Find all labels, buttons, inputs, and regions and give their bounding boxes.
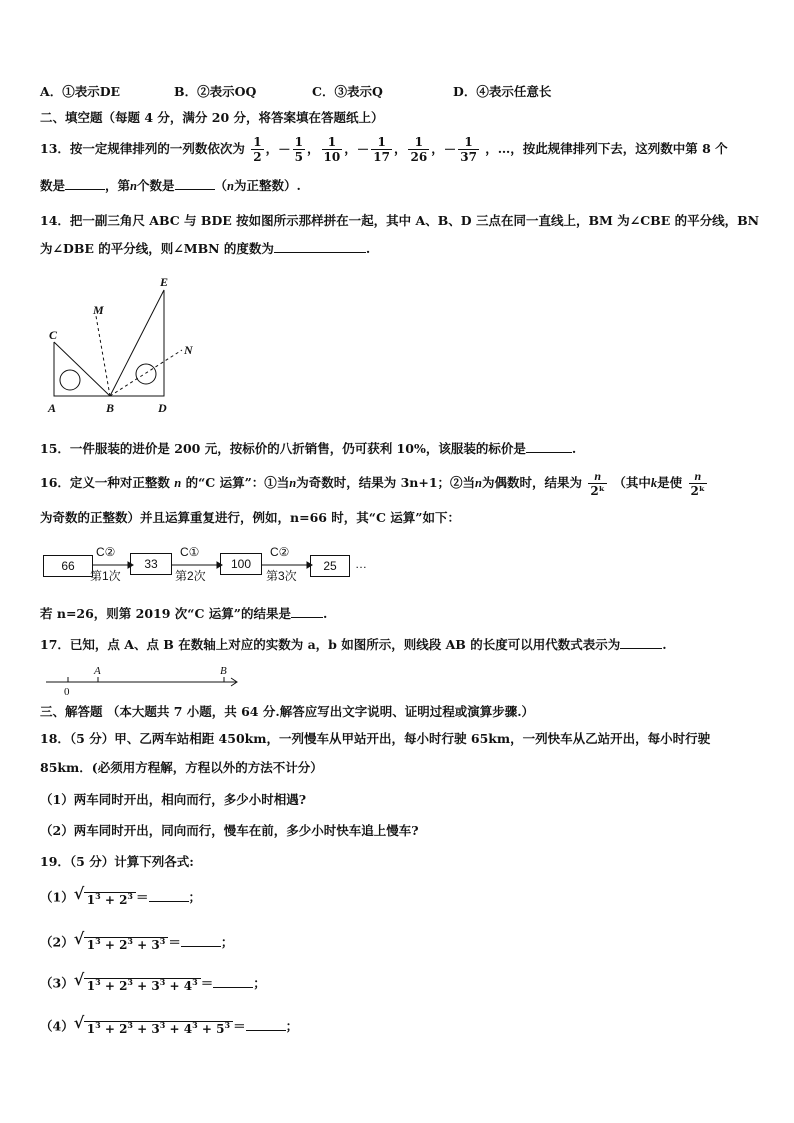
option-c: C．③表示Q [312,84,383,99]
fraction-sign: － [356,141,370,157]
sequence-fraction: $\frac{1}{10}$ [323,135,341,164]
answer-blank[interactable] [175,177,215,190]
q15-line: 15．一件服装的进价是 200 元，按标价的八折销售，仍可获利 10%，该服装的标价是 . [40,441,577,456]
option-a: A．①表示DE [40,84,121,99]
sequence-fraction: $\frac{1}{17}$ [373,135,390,164]
flow-box: 25 [310,555,350,577]
option-row [40,84,552,100]
q16-line1: 16．定义一种对正整数 n 的“C 运算”：①当n为奇数时，结果为 3n+1；②当n为偶数时，结果为 $\frac{n}{\text{2ᵏ}}$ （其中k是使 $\frac{n}{\text{2ᵏ}}$ [40,469,706,498]
q18-line1: 18．（5 分）甲、乙两车站相距 450km，一列慢车从甲站开出，每小时行驶 65km，一列快车从乙站开出，每小时行驶 [40,731,711,746]
flow-op: C② [270,545,290,559]
label-d: D [158,401,167,415]
answer-blank[interactable] [274,240,366,253]
q19-item: （4） √ $1^3 + 2^3 + 3^3 + 4^3 + 5^3$ ＝ ； [40,1013,298,1041]
q13-sequence: $\frac{1}{2}$ ，－ $\frac{1}{5}$ ， $\frac{1}{10}$ ，－ $\frac{1}{17}$ ， $\frac{1}{26}$ ，－ $\frac{1}{37}$ [249,141,481,156]
triangle-bde [110,290,164,396]
q17-line: 17．已知，点 A、点 B 在数轴上对应的实数为 a，b 如图所示，则线段 AB 的长度可以用代数式表示为 . [40,637,667,652]
q18-line2: 85km．(必须用方程解，方程以外的方法不计分） [40,760,323,775]
q16-line2: 为奇数的正整数）并且运算重复进行，例如，n=66 时，其“C 运算”如下： [40,510,460,525]
flow-box: 66 [43,555,93,577]
answer-blank[interactable] [246,1018,286,1031]
flow-step: 第3次 [266,569,297,583]
number-axis [40,660,250,698]
square-root: √ $1^3 + 2^3 + 3^3 + 4^3 + 5^3$ [74,1013,233,1041]
q19-item: （1） √ $1^3 + 2^3$ ＝ ； [40,884,201,912]
label-e: E [160,275,169,289]
flow-op: C① [180,545,200,559]
flow-ellipsis: … [355,557,367,571]
answer-blank[interactable] [149,889,189,902]
q19-title: 19．（5 分）计算下列各式: [40,854,194,869]
q14-line1: 14．把一副三角尺 ABC 与 BDE 按如图所示那样拼在一起，其中 A、B、D 三点在同一直线上，BM 为∠CBE 的平分线，BN [40,213,760,228]
section-2-heading: 二、填空题（每题 4 分，满分 20 分，将答案填在答题纸上） [40,110,384,125]
label-b: B [106,401,115,415]
sequence-fraction: $\frac{1}{37}$ [460,135,477,164]
answer-blank[interactable] [620,636,662,649]
q19-item: （3） √ $1^3 + 2^3 + 3^3 + 4^3$ ＝ ； [40,970,266,998]
sequence-fraction: $\frac{1}{26}$ [410,135,428,164]
sequence-fraction: $\frac{1}{2}$ [253,135,262,164]
answer-blank[interactable] [526,440,572,453]
flow-step: 第1次 [90,569,121,583]
q16-fraction: $\frac{n}{\text{2ᵏ}}$ [690,469,706,498]
q13-line1: 13．按一定规律排列的一列数依次为 $\frac{1}{2}$ ，－ $\frac{1}{5}$ ， $\frac{1}{10}$ ，－ $\frac{1}{17}$ ， $\frac{1}{26}$ ，－ $\frac{1}{37}$ ，…，按此规律排列下去，这列数中第 8 个 [40,132,728,167]
option-b: B．②表示OQ [174,84,257,99]
q14-triangle-figure [40,272,200,420]
label-a: A [48,401,57,415]
answer-blank[interactable] [181,934,221,947]
fraction-sign: － [278,141,291,157]
section-3-heading: 三、解答题 （本大题共 7 小题，共 64 分.解答应写出文字说明、证明过程或演算步骤.） [40,704,535,719]
option-d: D．④表示任意长 [453,84,552,99]
answer-blank[interactable] [213,975,253,988]
square-root: √ $1^3 + 2^3 + 3^3$ [74,929,169,957]
flow-box: 33 [130,553,172,575]
flow-op: C② [96,545,116,559]
ray-bn [110,350,182,396]
q16-fraction: $\frac{n}{\text{2ᵏ}}$ [590,469,605,498]
q18-part1: （1）两车同时开出，相向而行，多少小时相遇? [40,792,307,807]
q14-line2: 为∠DBE 的平分线，则∠MBN 的度数为 . [40,241,371,256]
q19-item: （2） √ $1^3 + 2^3 + 3^3$ ＝ ； [40,929,233,957]
fraction-sign: － [443,141,457,157]
zero-label: 0 [64,686,70,698]
point-a-label: A [94,665,101,677]
label-c: C [49,328,58,342]
triangle-hole [60,370,80,390]
square-root: √ $1^3 + 2^3$ [74,884,136,912]
q13-line2: 数是 ，第n个数是 （n为正整数）. [40,178,301,193]
triangle-hole [136,364,156,384]
answer-blank[interactable] [291,605,323,618]
label-m: M [93,303,104,317]
flow-step: 第2次 [175,569,206,583]
flow-box: 100 [220,553,262,575]
q16-line3: 若 n=26，则第 2019 次“C 运算”的结果是 . [40,606,328,621]
sequence-fraction: $\frac{1}{5}$ [294,135,304,164]
point-b-label: B [220,665,227,677]
label-n: N [184,343,193,357]
q18-part2: （2）两车同时开出，同向而行，慢车在前，多少小时快车追上慢车? [40,823,419,838]
square-root: √ $1^3 + 2^3 + 3^3 + 4^3$ [74,970,201,998]
answer-blank[interactable] [65,177,105,190]
triangle-abc [54,342,110,396]
